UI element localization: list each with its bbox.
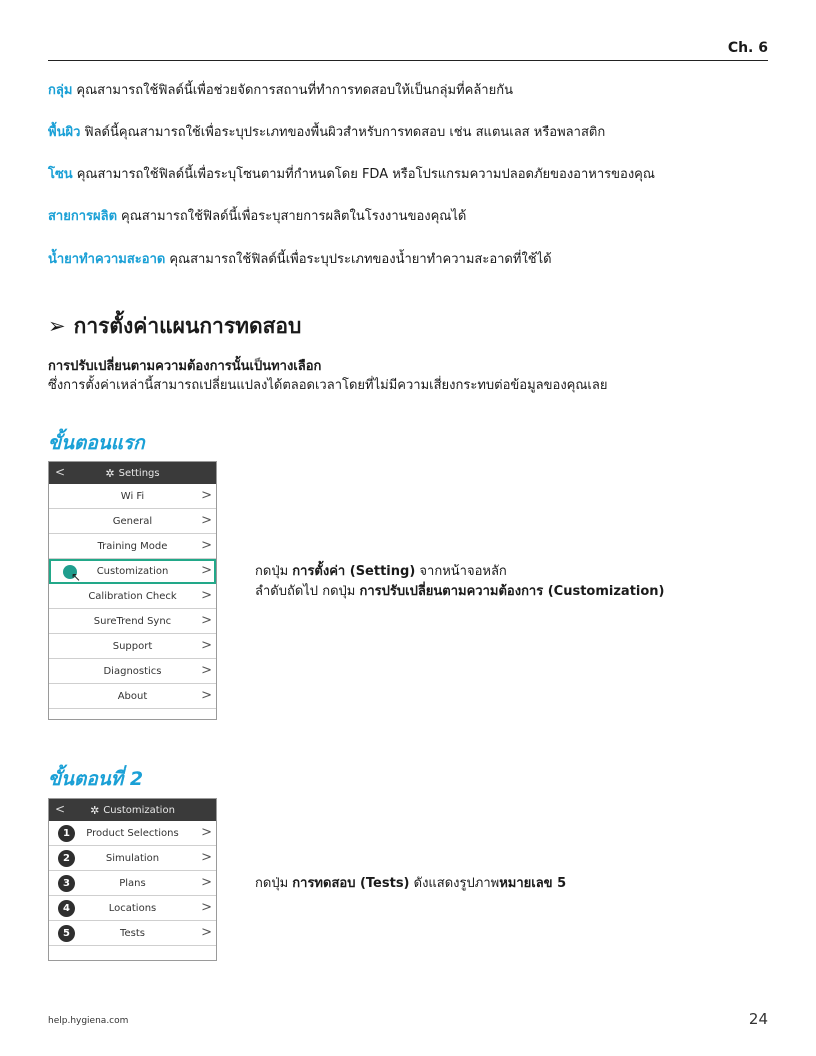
page-number: 24 [748,1010,768,1028]
instr-bold: การปรับเปลี่ยนตามความต้องการ (Customization) [359,584,665,599]
arrow-icon: ➢ [48,314,66,338]
step1-instruction [255,562,665,602]
chevron-right-icon: > [201,638,212,653]
menu-item-about[interactable] [49,684,216,709]
term-text: คุณสามารถใช้ฟิลด์นี้เพื่อช่วยจัดการสถานที่ทำการทดสอบให้เป็นกลุ่มที่คล้ายกัน [76,83,513,98]
section-title [48,310,301,343]
number-badge: 3 [58,875,75,892]
instr-text: ดังแสดงรูปภาพ [413,876,500,891]
menu-item-label: Plans [119,877,146,889]
chevron-right-icon: > [201,850,212,865]
chevron-right-icon: > [201,488,212,503]
customization-screen [48,798,217,961]
settings-screen [48,461,217,720]
chevron-right-icon: > [201,588,212,603]
menu-item-label: Product Selections [86,827,179,839]
screen-title: Settings [118,467,160,479]
menu-item-label: Calibration Check [88,590,177,602]
term-text: คุณสามารถใช้ฟิลด์นี้เพื่อระบุสายการผลิตในโรงงานของคุณได้ [121,209,467,224]
menu-item-product-selections[interactable] [49,821,216,846]
term-text: คุณสามารถใช้ฟิลด์นี้เพื่อระบุประเภทของน้ำยาทำความสะอาดที่ใช้ได้ [169,252,552,267]
menu-item-suretrend-sync[interactable] [49,609,216,634]
chevron-right-icon: > [201,663,212,678]
menu-item-label: Customization [96,565,169,577]
section-title-text: การตั้งค่าแผนการทดสอบ [73,314,302,338]
instr-text: กดปุ่ม [255,564,289,579]
step1-instruction-line2 [255,582,665,602]
section-subtitle-bold: การปรับเปลี่ยนตามความต้องการนั้นเป็นทางเลือก [48,359,322,374]
menu-item-calibration-check[interactable] [49,584,216,609]
menu-item-label: Wi Fi [120,490,145,502]
menu-item-plans[interactable] [49,871,216,896]
screen-title: Customization [103,804,175,816]
footer-site: help.hygiena.com [48,1016,129,1026]
gear-icon: ✲ [105,466,115,480]
instr-bold: การตั้งค่า (Setting) [292,564,416,579]
menu-item-support[interactable] [49,634,216,659]
chevron-right-icon: > [201,925,212,940]
chevron-right-icon: > [201,688,212,703]
term-cleaner [48,251,552,269]
chevron-right-icon: > [201,563,212,578]
menu-item-label: General [112,515,153,527]
instr-bold: การทดสอบ (Tests) [292,876,410,891]
step1-heading: ขั้นตอนแรก [48,432,145,454]
number-badge: 4 [58,900,75,917]
menu-item-general[interactable] [49,509,216,534]
screen-title-bar [49,799,216,821]
screen-footer [49,946,216,960]
instr-bold: หมายเลข 5 [499,876,567,891]
menu-item-locations[interactable] [49,896,216,921]
menu-item-tests[interactable] [49,921,216,946]
step2-heading: ขั้นตอนที่ 2 [48,768,144,790]
menu-item-label: Locations [108,902,157,914]
menu-item-label: Diagnostics [103,665,162,677]
menu-item-label: Tests [120,927,145,939]
menu-item-label: Support [112,640,153,652]
step2-instruction [255,874,566,894]
menu-item-customization[interactable] [49,559,216,584]
term-text: ฟิลด์นี้คุณสามารถใช้เพื่อระบุประเภทของพื้นผิวสำหรับการทดสอบ เช่น สแตนเลส หรือพลาสติก [84,125,606,140]
cursor-icon: ↖ [71,570,82,584]
gear-icon: ✲ [90,803,100,817]
menu-item-diagnostics[interactable] [49,659,216,684]
term-zone [48,166,655,184]
menu-item-training-mode[interactable] [49,534,216,559]
menu-item-label: Training Mode [97,540,168,552]
step1-instruction-line1 [255,562,665,582]
term-key: โซน [48,167,73,182]
term-key: สายการผลิต [48,209,118,224]
instr-text: จากหน้าจอหลัก [419,564,507,579]
term-key: พื้นผิว [48,125,81,140]
section-subtitle-text: ซึ่งการตั้งค่าเหล่านี้สามารถเปลี่ยนแปลงได้ตลอดเวลาโดยที่ไม่มีความเสี่ยงกระทบต่อข้อมูลของคุณเลย [48,378,608,393]
instr-text: ลำดับถัดไป กดปุ่ม [255,584,356,599]
chevron-right-icon: > [201,875,212,890]
menu-item-simulation[interactable] [49,846,216,871]
chevron-right-icon: > [201,825,212,840]
back-icon[interactable]: < [55,802,66,816]
header-rule [48,60,768,61]
chevron-right-icon: > [201,900,212,915]
number-badge: 5 [58,925,75,942]
number-badge: 1 [58,825,75,842]
term-production-line [48,208,466,226]
menu-item-wifi[interactable] [49,484,216,509]
term-key: น้ำยาทำความสะอาด [48,252,166,267]
back-icon[interactable]: < [55,465,66,479]
screen-title-bar [49,462,216,484]
instr-text: กดปุ่ม [255,876,289,891]
number-badge: 2 [58,850,75,867]
menu-item-label: Simulation [105,852,160,864]
term-text: คุณสามารถใช้ฟิลด์นี้เพื่อระบุโซนตามที่กำหนดโดย FDA หรือโปรแกรมความปลอดภัยของอาหารของคุณ [76,167,655,182]
term-group [48,82,513,100]
menu-item-label: About [117,690,148,702]
term-surface [48,124,605,142]
chevron-right-icon: > [201,513,212,528]
screen-footer [49,709,216,719]
menu-item-label: SureTrend Sync [93,615,172,627]
chevron-right-icon: > [201,538,212,553]
chapter-label: Ch. 6 [727,40,768,56]
term-key: กลุ่ม [48,83,73,98]
chevron-right-icon: > [201,613,212,628]
